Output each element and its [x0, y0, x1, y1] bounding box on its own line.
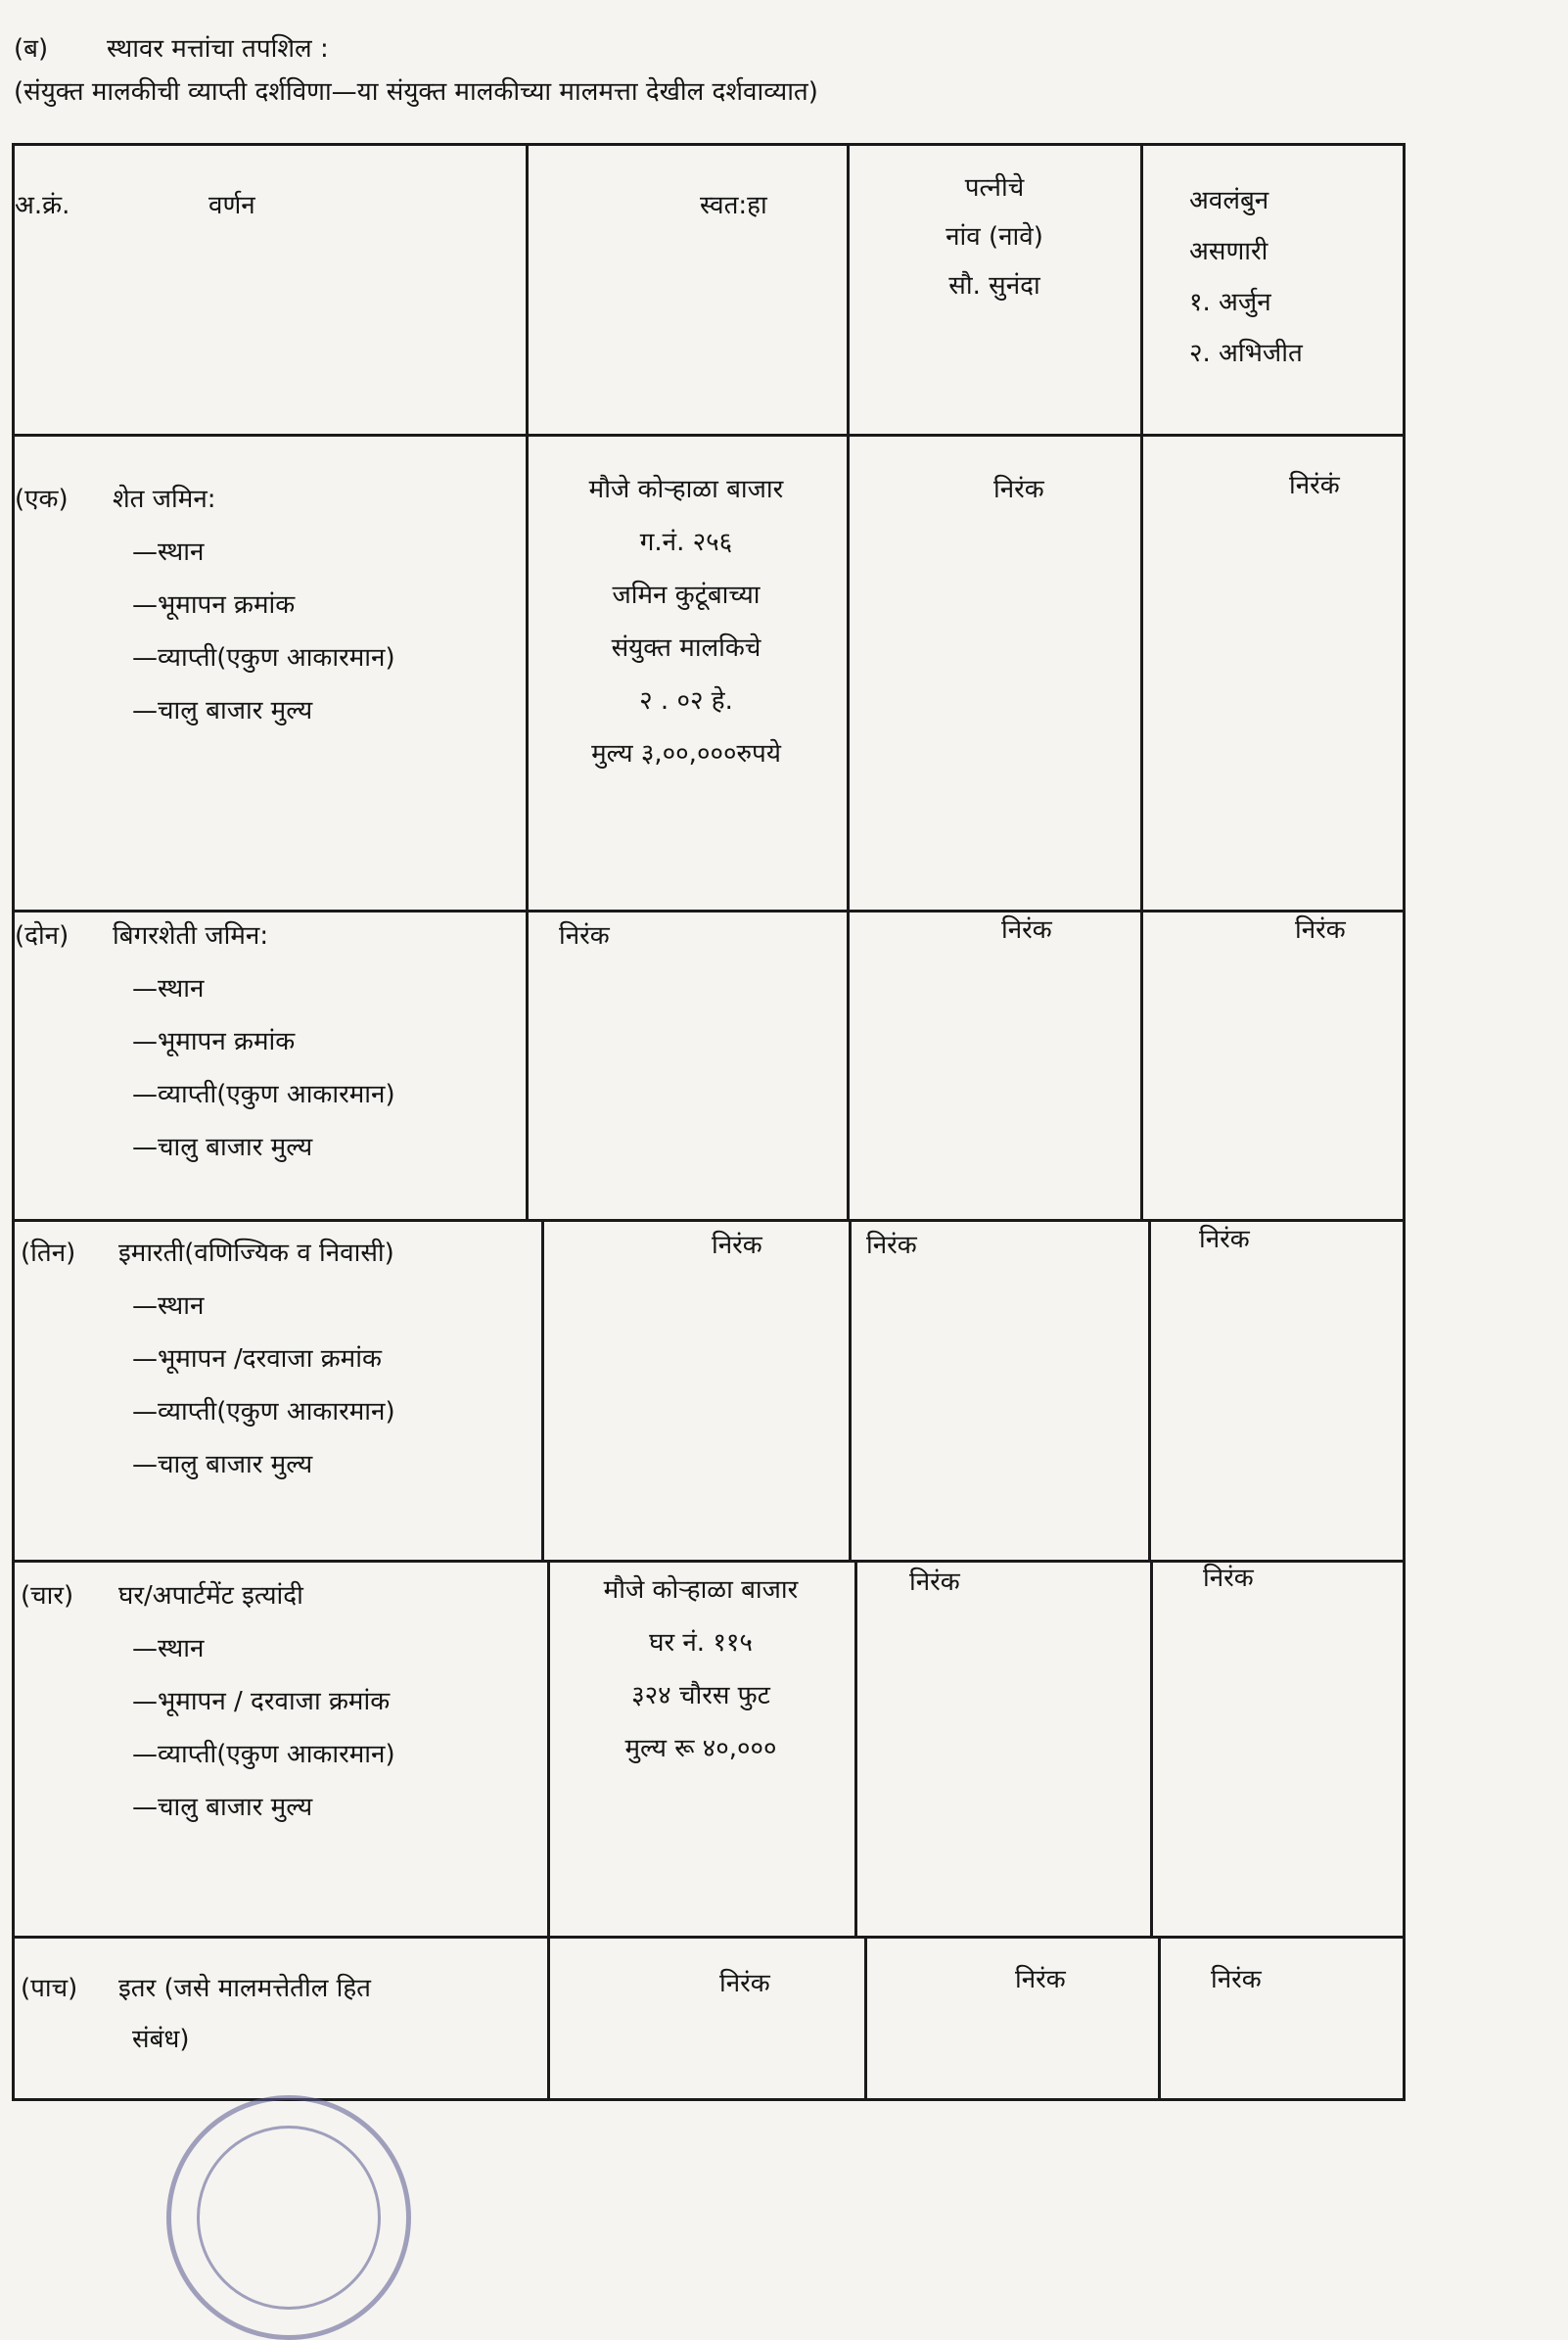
- spouse-value: निरंक: [909, 1568, 960, 1597]
- row-item: —स्थान: [132, 974, 205, 1004]
- row-item: —भूमापन क्रमांक: [132, 590, 296, 620]
- column-divider: [1140, 146, 1143, 434]
- self-value-line: संयुक्त मालकिचे: [611, 633, 761, 663]
- dependent-name: १. अर्जुन: [1189, 288, 1271, 317]
- immovable-assets-table: [12, 143, 1406, 2101]
- row-number: (चार): [21, 1581, 74, 1611]
- row-title: बिगरशेती जमिन:: [113, 921, 269, 951]
- section-subtitle: (संयुक्त मालकीची व्याप्ती दर्शविणा—या संयुक्त मालकीच्या मालमत्ता देखील दर्शवाव्यात): [14, 77, 818, 107]
- row-item: —व्याप्ती(एकुण आकारमान): [132, 1740, 395, 1769]
- self-value-line: ग.नं. २५६: [639, 528, 733, 557]
- dependents-value: निरंकं: [1289, 471, 1340, 500]
- self-value: निरंक: [559, 921, 610, 951]
- self-value-line: मुल्य ३,००,०००रुपये: [591, 739, 781, 769]
- header-self: स्वत:हा: [700, 191, 767, 220]
- dependents-value: निरंक: [1199, 1225, 1250, 1254]
- spouse-value: निरंक: [1001, 915, 1052, 945]
- table-header-row: [15, 146, 1403, 437]
- column-divider: [1140, 434, 1143, 910]
- column-divider: [847, 910, 850, 1219]
- row-description: [21, 1963, 371, 2065]
- self-value-line: मुल्य रू ४०,०००: [624, 1734, 777, 1763]
- column-divider: [1158, 1936, 1161, 2098]
- column-divider: [1148, 1219, 1151, 1560]
- table-row-other: [15, 1936, 1403, 2098]
- header-dependents: [1189, 175, 1303, 379]
- row-number: (दोन): [15, 921, 69, 951]
- official-seal: [166, 2095, 411, 2340]
- self-value-line: घर नं. ११५: [649, 1628, 753, 1658]
- dependent-name: २. अभिजीत: [1189, 339, 1303, 368]
- row-description: [21, 1569, 395, 1834]
- spouse-value: निरंक: [993, 475, 1044, 504]
- table-row-non-agricultural-land: [15, 910, 1403, 1222]
- row-number: (पाच): [21, 1974, 78, 2003]
- header-description: वर्णन: [208, 191, 255, 220]
- row-item: —भूमापन /दरवाजा क्रमांक: [132, 1344, 382, 1374]
- column-divider: [1140, 910, 1143, 1219]
- self-value-line: मौजे कोऱ्हाळा बाजार: [588, 475, 784, 504]
- row-title: इतर (जसे मालमत्तेतील हित: [118, 1974, 371, 2003]
- dependents-value: निरंक: [1295, 915, 1346, 945]
- section-label: (ब): [14, 34, 49, 64]
- header-spouse-line: नांव (नावे): [945, 222, 1043, 252]
- row-item: —व्याप्ती(एकुण आकारमान): [132, 1397, 395, 1427]
- dependents-value: निरंक: [1203, 1564, 1254, 1593]
- self-value-line: २ . ०२ हे.: [639, 686, 733, 716]
- table-row-buildings: [15, 1219, 1403, 1563]
- column-divider: [526, 146, 529, 434]
- dependents-value: निरंक: [1211, 1965, 1262, 1994]
- header-spouse-line: पत्नीचे: [964, 173, 1025, 203]
- column-divider: [847, 146, 850, 434]
- row-item: —स्थान: [132, 538, 205, 567]
- spouse-value: निरंक: [1015, 1965, 1066, 1994]
- row-number: (तिन): [21, 1239, 76, 1268]
- row-item: —व्याप्ती(एकुण आकारमान): [132, 1080, 395, 1109]
- self-value: निरंक: [719, 1969, 770, 1998]
- column-divider: [849, 1219, 852, 1560]
- column-divider: [864, 1936, 867, 2098]
- row-description: [21, 1227, 395, 1491]
- row-title: शेत जमिन:: [113, 485, 216, 514]
- row-title: घर/अपार्टमेंट इत्यांदी: [118, 1581, 303, 1611]
- column-divider: [541, 1219, 544, 1560]
- self-value: [551, 1564, 851, 1775]
- header-dependents-line: असणारी: [1189, 237, 1268, 266]
- row-item: —चालु बाजार मुल्य: [132, 1793, 313, 1822]
- self-value-line: ३२४ चौरस फुट: [631, 1681, 770, 1710]
- self-value: [530, 463, 843, 780]
- header-dependents-line: अवलंबुन: [1189, 186, 1269, 215]
- row-item: संबंध): [132, 2025, 190, 2054]
- row-title: इमारती(वणिज्यिक व निवासी): [118, 1239, 394, 1268]
- row-item: —चालु बाजार मुल्य: [132, 1133, 313, 1162]
- header-spouse: [862, 164, 1127, 310]
- header-serial: अ.क्रं.: [15, 191, 70, 220]
- column-divider: [526, 910, 529, 1219]
- column-divider: [526, 434, 529, 910]
- header-spouse-name: सौ. सुनंदा: [948, 271, 1040, 301]
- spouse-value: निरंक: [866, 1231, 917, 1260]
- row-item: —व्याप्ती(एकुण आकारमान): [132, 643, 395, 673]
- section-title: स्थावर मत्तांचा तपशिल :: [107, 34, 329, 64]
- self-value-line: जमिन कुटूंबाच्या: [612, 581, 761, 610]
- self-value-line: मौजे कोऱ्हाळा बाजार: [603, 1575, 799, 1605]
- table-row-agricultural-land: [15, 434, 1403, 913]
- column-divider: [547, 1560, 550, 1936]
- row-item: —भूमापन / दरवाजा क्रमांक: [132, 1687, 391, 1716]
- table-row-house-apartment: [15, 1560, 1403, 1939]
- self-value: निरंक: [712, 1231, 762, 1260]
- row-item: —चालु बाजार मुल्य: [132, 696, 313, 725]
- row-description: [15, 473, 395, 737]
- section-heading: [14, 29, 329, 65]
- row-item: —चालु बाजार मुल्य: [132, 1450, 313, 1479]
- column-divider: [847, 434, 850, 910]
- column-divider: [1150, 1560, 1153, 1936]
- row-description: [15, 910, 395, 1174]
- row-item: —स्थान: [132, 1291, 205, 1321]
- row-item: —स्थान: [132, 1634, 205, 1663]
- row-item: —भूमापन क्रमांक: [132, 1027, 296, 1056]
- row-number: (एक): [15, 485, 69, 514]
- column-divider: [854, 1560, 857, 1936]
- column-divider: [547, 1936, 550, 2098]
